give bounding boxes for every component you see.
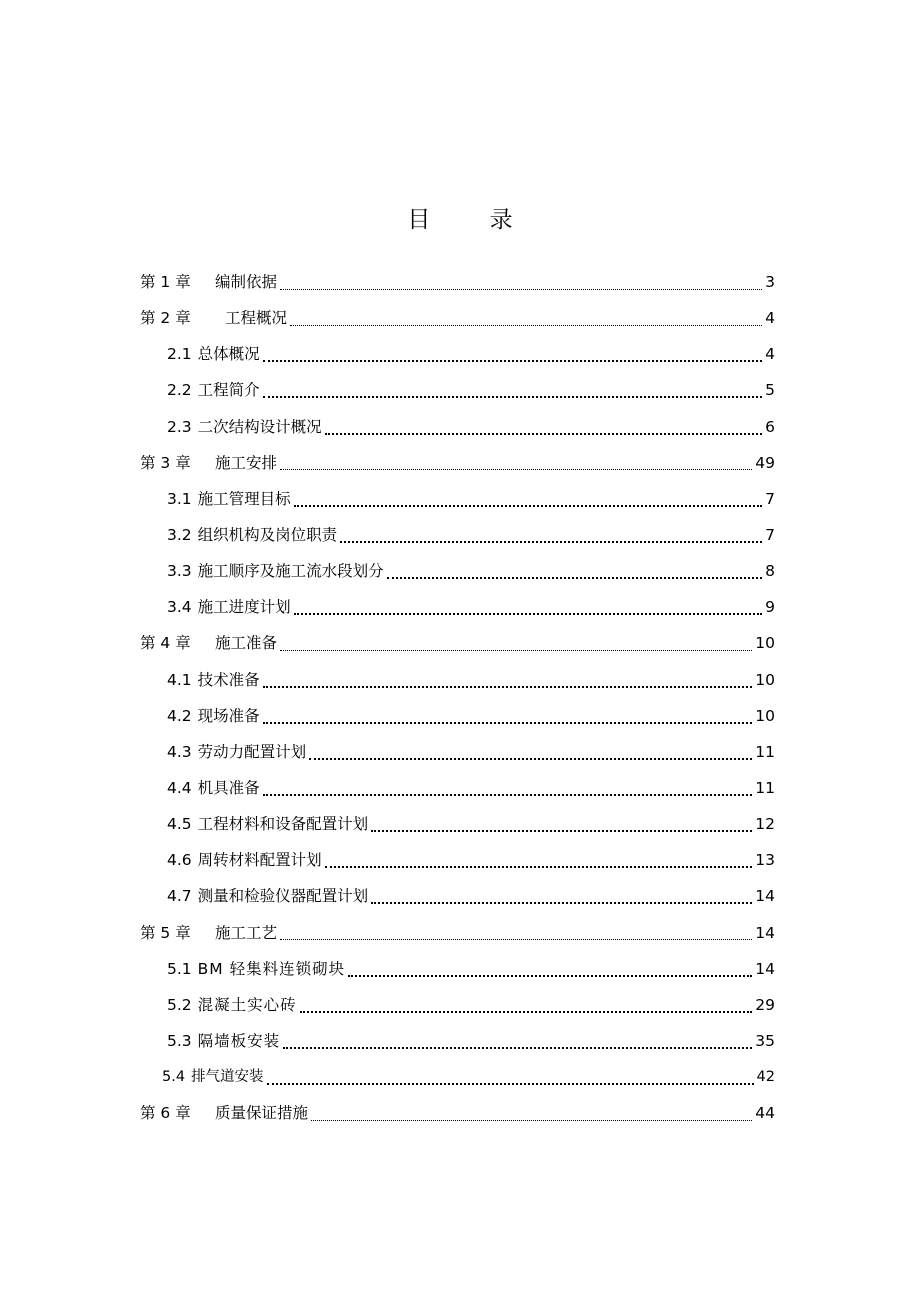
- toc-chapter-entry[interactable]: [0, 1095, 775, 1131]
- toc-entry-number: 5.1: [167, 959, 192, 978]
- dot-leader: [280, 469, 752, 470]
- toc-entry-title: 施工安排: [215, 453, 278, 472]
- dot-leader: [263, 360, 762, 362]
- toc-entry-title: 工程概况: [225, 309, 288, 328]
- toc-entry-number: 2.1: [167, 345, 192, 364]
- toc-entry-number: 4.5: [167, 815, 192, 834]
- toc-entry-number: 3.4: [167, 598, 192, 617]
- toc-entry-title: 质量保证措施: [215, 1104, 309, 1123]
- toc-entry-title: 机具准备: [197, 779, 260, 798]
- toc-section-entry[interactable]: [0, 770, 775, 806]
- toc-entry-page-number: 7: [765, 489, 775, 508]
- toc-entry-title: 编制依据: [215, 273, 278, 292]
- toc-entry-page-number: 14: [755, 887, 775, 906]
- toc-section-entry[interactable]: [0, 1059, 775, 1095]
- toc-section-entry[interactable]: [0, 951, 775, 987]
- toc-entry-page-number: 42: [756, 1069, 775, 1086]
- toc-entry-number: 3.1: [167, 489, 192, 508]
- dot-leader: [263, 794, 753, 796]
- dot-leader: [294, 613, 762, 615]
- dot-leader: [263, 686, 753, 688]
- toc-entry-number: 4.3: [167, 742, 192, 761]
- toc-entry-page-number: 11: [755, 742, 775, 761]
- toc-entry-title: 工程简介: [197, 381, 260, 400]
- toc-entry-number: 3.2: [167, 526, 192, 545]
- toc-entry-number: 第 2 章: [140, 309, 191, 328]
- dot-leader: [348, 975, 752, 977]
- toc-entry-number: 4.2: [167, 706, 192, 725]
- dot-leader: [283, 1047, 752, 1049]
- toc-entry-title: 周转材料配置计划: [197, 851, 322, 870]
- toc-chapter-entry[interactable]: [0, 300, 775, 336]
- toc-entry-title: 施工顺序及施工流水段划分: [197, 562, 384, 581]
- toc-entry-page-number: 6: [765, 417, 775, 436]
- toc-entry-title: 技术准备: [197, 670, 260, 689]
- dot-leader: [280, 650, 752, 651]
- toc-section-entry[interactable]: [0, 517, 775, 553]
- toc-entry-page-number: 9: [765, 598, 775, 617]
- toc-entry-number: 4.6: [167, 851, 192, 870]
- toc-entry-number: 第 1 章: [140, 273, 191, 292]
- toc-entry-number: 5.2: [167, 995, 192, 1014]
- toc-entry-number: 第 4 章: [140, 634, 191, 653]
- dot-leader: [300, 1011, 753, 1013]
- toc-entry-title: 劳动力配置计划: [197, 742, 307, 761]
- toc-section-entry[interactable]: [0, 878, 775, 914]
- dot-leader: [371, 902, 752, 904]
- toc-entry-page-number: 5: [765, 381, 775, 400]
- toc-entry-title: 二次结构设计概况: [197, 417, 322, 436]
- dot-leader: [325, 433, 762, 435]
- toc-entry-title: 排气道安装: [191, 1069, 264, 1086]
- toc-entry-title: 测量和检验仪器配置计划: [197, 887, 369, 906]
- toc-entry-number: 第 5 章: [140, 923, 191, 942]
- toc-entry-page-number: 4: [765, 309, 775, 328]
- dot-leader: [387, 577, 762, 579]
- toc-entry-title: 施工进度计划: [197, 598, 291, 617]
- toc-entry-title: 施工管理目标: [197, 489, 291, 508]
- toc-entry-title: 施工工艺: [215, 923, 278, 942]
- dot-leader: [280, 939, 752, 940]
- toc-entry-number: 第 3 章: [140, 453, 191, 472]
- dot-leader: [263, 722, 753, 724]
- dot-leader: [294, 505, 762, 507]
- dot-leader: [325, 866, 753, 868]
- toc-section-entry[interactable]: [0, 698, 775, 734]
- toc-section-entry[interactable]: [0, 372, 775, 408]
- toc-section-entry[interactable]: [0, 589, 775, 625]
- toc-entry-title: 组织机构及岗位职责: [197, 526, 338, 545]
- dot-leader: [280, 289, 762, 290]
- toc-entry-page-number: 14: [755, 959, 775, 978]
- toc-chapter-entry[interactable]: [0, 915, 775, 951]
- toc-entry-page-number: 12: [755, 815, 775, 834]
- table-of-contents: [0, 264, 920, 1131]
- toc-entry-page-number: 11: [755, 779, 775, 798]
- toc-section-entry[interactable]: [0, 734, 775, 770]
- toc-entry-page-number: 10: [755, 670, 775, 689]
- toc-entry-number: 3.3: [167, 562, 192, 581]
- toc-section-entry[interactable]: [0, 987, 775, 1023]
- toc-entry-number: 5.4: [162, 1069, 186, 1086]
- toc-entry-title: 总体概况: [197, 345, 260, 364]
- toc-entry-number: 4.1: [167, 670, 192, 689]
- toc-chapter-entry[interactable]: [0, 625, 775, 661]
- toc-chapter-entry[interactable]: [0, 445, 775, 481]
- toc-chapter-entry[interactable]: [0, 264, 775, 300]
- dot-leader: [267, 1083, 754, 1085]
- dot-leader: [311, 1120, 752, 1121]
- toc-section-entry[interactable]: [0, 842, 775, 878]
- toc-entry-page-number: 8: [765, 562, 775, 581]
- toc-section-entry[interactable]: [0, 553, 775, 589]
- toc-entry-page-number: 35: [755, 1032, 775, 1051]
- toc-entry-title: 隔墙板安装: [197, 1032, 281, 1051]
- toc-entry-page-number: 13: [755, 851, 775, 870]
- toc-entry-number: 第 6 章: [140, 1104, 191, 1123]
- toc-entry-page-number: 14: [755, 923, 775, 942]
- toc-entry-page-number: 4: [765, 345, 775, 364]
- dot-leader: [309, 758, 752, 760]
- toc-entry-number: 4.4: [167, 779, 192, 798]
- toc-entry-title: 混凝土实心砖: [197, 995, 297, 1014]
- toc-title: 目 录: [407, 207, 539, 233]
- toc-entry-page-number: 3: [765, 273, 775, 292]
- toc-entry-number: 5.3: [167, 1032, 192, 1051]
- toc-entry-title: 工程材料和设备配置计划: [197, 815, 369, 834]
- toc-section-entry[interactable]: [0, 1023, 775, 1059]
- toc-entry-page-number: 29: [755, 995, 775, 1014]
- toc-entry-title: BM 轻集料连锁砌块: [197, 959, 346, 978]
- toc-entry-page-number: 49: [755, 453, 775, 472]
- dot-leader: [290, 325, 762, 326]
- dot-leader: [371, 830, 752, 832]
- dot-leader: [340, 541, 762, 543]
- dot-leader: [263, 396, 762, 398]
- toc-entry-number: 2.3: [167, 417, 192, 436]
- toc-section-entry[interactable]: [0, 409, 775, 445]
- toc-entry-page-number: 7: [765, 526, 775, 545]
- toc-entry-number: 2.2: [167, 381, 192, 400]
- toc-section-entry[interactable]: [0, 806, 775, 842]
- toc-entry-page-number: 10: [755, 634, 775, 653]
- toc-section-entry[interactable]: [0, 336, 775, 372]
- toc-section-entry[interactable]: [0, 662, 775, 698]
- toc-entry-title: 现场准备: [197, 706, 260, 725]
- toc-entry-title: 施工准备: [215, 634, 278, 653]
- toc-section-entry[interactable]: [0, 481, 775, 517]
- toc-entry-number: 4.7: [167, 887, 192, 906]
- toc-entry-page-number: 44: [755, 1104, 775, 1123]
- toc-entry-page-number: 10: [755, 706, 775, 725]
